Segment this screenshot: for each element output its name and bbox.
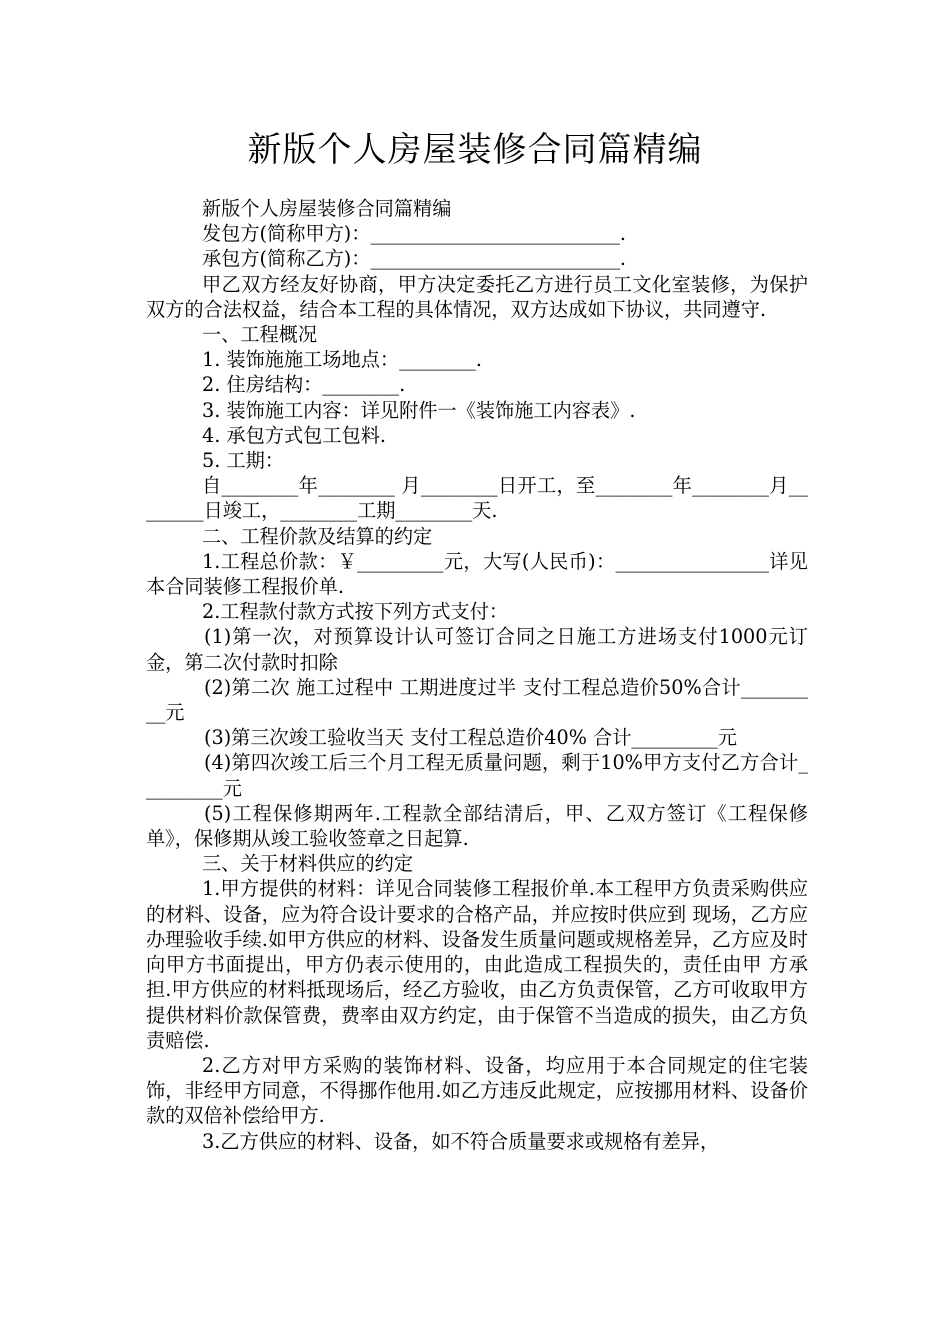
paragraph-payment-3: (3)第三次竣工验收当天 支付工程总造价40% 合计_________元 [204,726,737,750]
paragraph-structure: 2. 住房结构：________. [202,373,406,397]
paragraph-subtitle: 新版个人房屋装修合同篇精编 [202,197,452,220]
paragraph-contract-method: 4. 承包方式包工包料. [202,423,387,447]
section-heading-1: 一、工程概况 [202,323,318,347]
paragraph-payment-1: (1)第一次，对预算设计认可签订合同之日施工方进场支付1000元订金，第二次付款时扣除 [146,625,808,674]
section-heading-2: 二、工程价款及结算的约定 [202,524,433,548]
paragraph-payment-2: (2)第二次 施工过程中 工期进度过半 支付工程总造价50%合计_________元 [146,675,808,725]
paragraph-party-b: 承包方(简称乙方)：__________________________. [202,247,627,271]
paragraph-total-price: 1.工程总价款：￥_________元，大写(人民币)：________________详见本合同装修工程报价单. [146,549,808,599]
paragraph-party-a: 发包方(简称甲方)：__________________________. [202,222,627,246]
paragraph-payment-method: 2.工程款付款方式按下列方式支付： [202,600,509,624]
paragraph-payment-5: (5)工程保修期两年.工程款全部结清后，甲、乙双方签订《工程保修单》，保修期从竣工验收签章之日起算. [146,801,808,851]
paragraph-duration: 5. 工期： [202,449,284,473]
paragraph-material-1: 1.甲方提供的材料：详见合同装修工程报价单.本工程甲方负责采购供应的材料、设备，应为符合设计要求的合格产品，并应按时供应到 现场，乙方应办理验收手续.如甲方供应的材料、设备发生质量问题或规格差异，乙方应及时向甲方书面提出，甲方仍表示使用的，由此造成工程损失的，责任由甲 方承担.甲方供应的材料抵现场后，经乙方验收，由乙方负责保管，乙方可收取甲方提供材料价款保管费，费率由双方约定，由于保管不当造成的损失，由乙方负责赔偿. [146,877,808,1052]
document-title: 新版个人房屋装修合同篇精编 [247,130,703,170]
paragraph-material-3: 3.乙方供应的材料、设备，如不符合质量要求或规格有差异， [202,1129,720,1153]
paragraph-payment-4: (4)第四次竣工后三个月工程无质量问题，剩于10%甲方支付乙方合计_________元 [146,751,808,800]
paragraph-duration-dates: 自________年________ 月________日开工，至________年________月________日竣工，________工期________天. [146,474,808,523]
paragraph-site-location: 1. 装饰施施工场地点：________. [202,348,482,372]
document-body [146,196,808,1154]
paragraph-content: 3. 装饰施工内容：详见附件一《装饰施工内容表》. [202,398,636,422]
paragraph-preamble: 甲乙双方经友好协商，甲方决定委托乙方进行员工文化室装修，为保护双方的合法权益，结合本工程的具体情况，双方达成如下协议，共同遵守. [146,272,808,321]
section-heading-3: 三、关于材料供应的约定 [202,852,414,876]
paragraph-material-2: 2.乙方对甲方采购的装饰材料、设备，均应用于本合同规定的住宅装饰，非经甲方同意，不得挪作他用.如乙方违反此规定，应按挪用材料、设备价款的双倍补偿给甲方. [146,1053,808,1128]
